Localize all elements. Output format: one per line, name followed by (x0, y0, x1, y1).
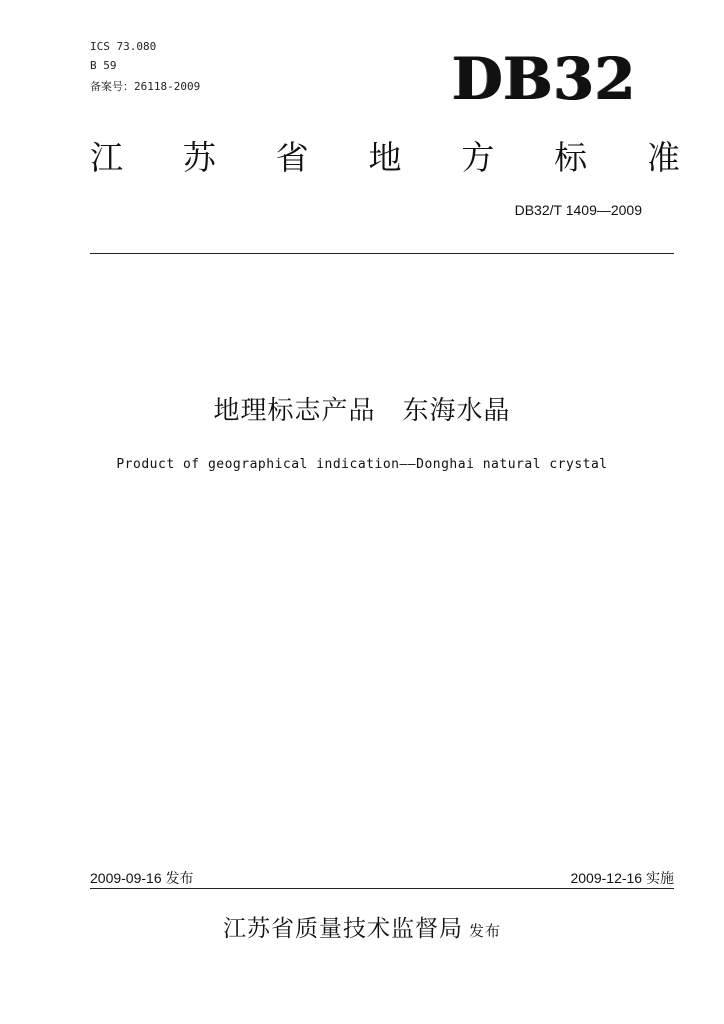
record-number: 备案号：26118-2009 (90, 80, 201, 93)
ics-code: ICS 73.080 (90, 40, 157, 53)
issuer-suffix: 发布 (468, 922, 501, 940)
header-divider (90, 253, 674, 254)
footer-divider (90, 888, 674, 889)
standard-type-char: 方 (461, 138, 495, 177)
standard-type-char: 江 (90, 138, 123, 177)
standard-type-char: 准 (646, 138, 680, 177)
standard-type-char: 苏 (182, 138, 216, 177)
issue-date: 2009-09-16 发布 (90, 870, 194, 886)
standard-type-char: 标 (554, 138, 588, 177)
implementation-date: 2009-12-16 实施 (570, 870, 674, 886)
title-english: Product of geographical indication——Donghai natural crystal (116, 457, 608, 472)
standard-type (90, 132, 680, 179)
ccs-code: B 59 (90, 59, 117, 72)
issuer-line (0, 910, 724, 943)
standard-type-char: 省 (275, 138, 309, 177)
db32-logo: DB32 (452, 45, 637, 113)
issuer-name: 江苏省质量技术监督局 (222, 916, 463, 942)
standard-type-char: 地 (368, 138, 402, 177)
standard-number: DB32/T 1409—2009 (514, 202, 642, 218)
title-chinese: 地理标志产品 东海水晶 (213, 396, 511, 426)
